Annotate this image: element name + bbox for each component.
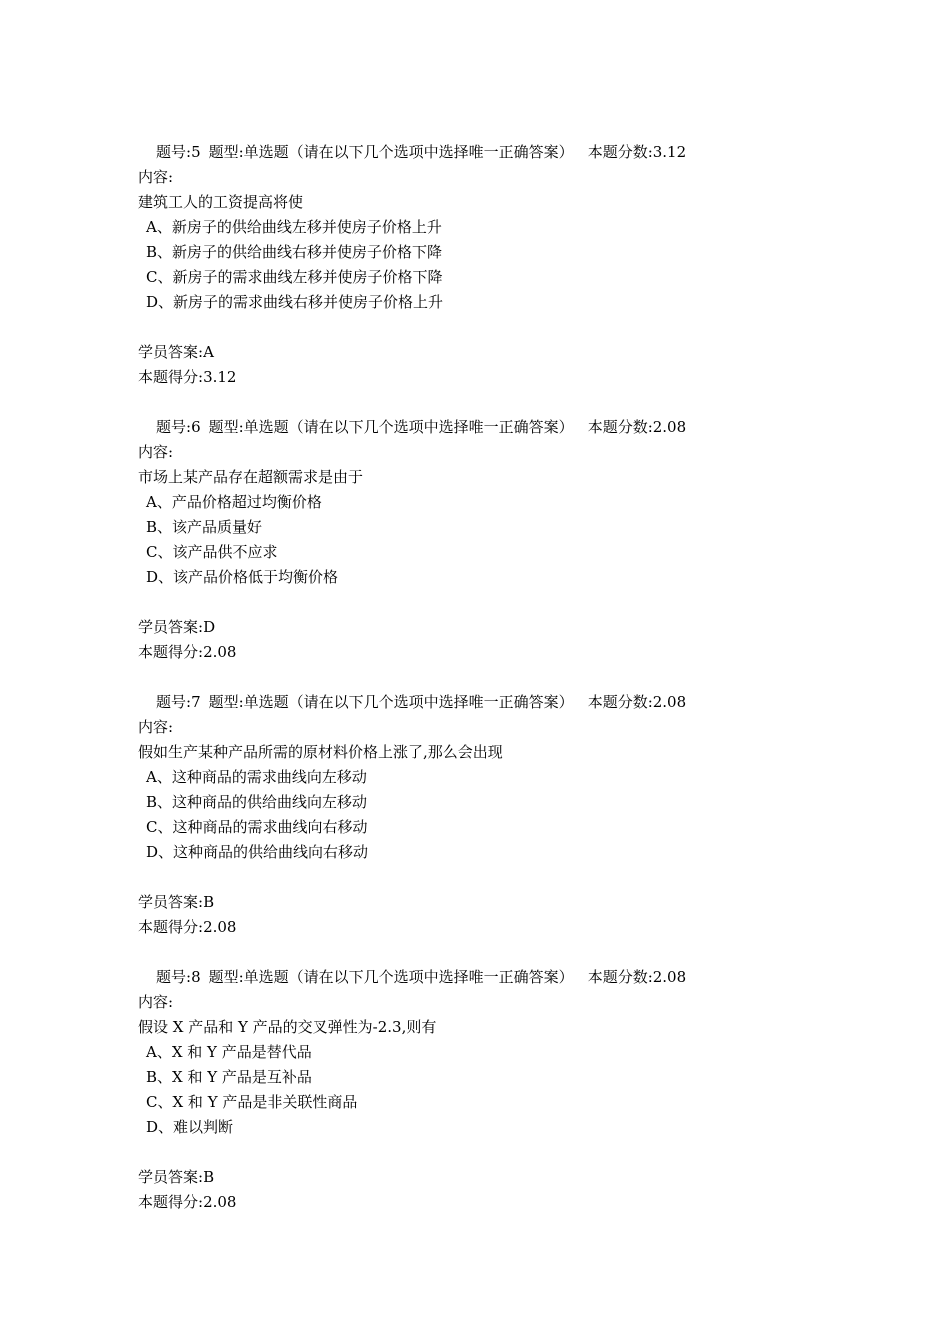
student-answer (138, 615, 838, 640)
student-answer-value: D (203, 618, 216, 636)
student-answer (138, 340, 838, 365)
spacer (138, 1140, 838, 1165)
student-answer (138, 1165, 838, 1190)
option-c: C、新房子的需求曲线左移并使房子价格下降 (146, 268, 443, 286)
option-b: B、X 和 Y 产品是互补品 (146, 1068, 312, 1086)
earned-score-value: 2.08 (203, 918, 237, 936)
student-answer-value: B (203, 1168, 215, 1186)
option-b: B、该产品质量好 (146, 518, 263, 536)
option-a: A、X 和 Y 产品是替代品 (146, 1043, 312, 1061)
earned-score-value: 3.12 (203, 368, 237, 386)
question-score-label: 本题分数: (587, 968, 653, 986)
question-block (138, 415, 838, 665)
question-type-label: 题型: (208, 418, 244, 436)
option-c: C、X 和 Y 产品是非关联性商品 (146, 1093, 358, 1111)
student-answer-value: A (203, 343, 214, 361)
question-stem: 建筑工人的工资提高将使 (138, 193, 304, 211)
question-block (138, 690, 838, 940)
option-c: C、这种商品的需求曲线向右移动 (146, 818, 368, 836)
question-type-label: 题型: (208, 143, 244, 161)
student-answer-label: 学员答案: (138, 1168, 204, 1186)
earned-score (138, 640, 838, 665)
question-stem: 假设 X 产品和 Y 产品的交叉弹性为-2.3,则有 (138, 1018, 437, 1036)
option-b: B、这种商品的供给曲线向左移动 (146, 793, 368, 811)
earned-score-label: 本题得分: (138, 368, 204, 386)
question-type: 单选题（请在以下几个选项中选择唯一正确答案） (243, 143, 574, 161)
question-type-label: 题型: (208, 693, 244, 711)
spacer (138, 315, 838, 340)
question-number: 5 (191, 143, 201, 161)
option-a: A、这种商品的需求曲线向左移动 (146, 768, 367, 786)
content-label: 内容: (138, 993, 174, 1011)
question-number: 6 (191, 418, 201, 436)
earned-score (138, 915, 838, 940)
earned-score (138, 1190, 838, 1215)
student-answer-label: 学员答案: (138, 893, 204, 911)
question-number-label: 题号: (156, 418, 192, 436)
question-number-label: 题号: (156, 968, 192, 986)
question-block (138, 965, 838, 1215)
question-header (138, 965, 838, 990)
earned-score-value: 2.08 (203, 1193, 237, 1211)
earned-score (138, 365, 838, 390)
option-d: D、这种商品的供给曲线向右移动 (146, 843, 369, 861)
spacer (138, 590, 838, 615)
option-d: D、该产品价格低于均衡价格 (146, 568, 339, 586)
option-b: B、新房子的供给曲线右移并使房子价格下降 (146, 243, 443, 261)
question-type: 单选题（请在以下几个选项中选择唯一正确答案） (243, 968, 574, 986)
question-block (138, 140, 838, 390)
question-list (138, 140, 838, 1240)
question-header (138, 690, 838, 715)
question-header (138, 415, 838, 440)
earned-score-label: 本题得分: (138, 643, 204, 661)
earned-score-value: 2.08 (203, 643, 237, 661)
option-a: A、新房子的供给曲线左移并使房子价格上升 (146, 218, 442, 236)
student-answer-value: B (203, 893, 215, 911)
question-score-label: 本题分数: (587, 418, 653, 436)
question-number-label: 题号: (156, 693, 192, 711)
question-score: 2.08 (652, 418, 687, 436)
spacer (138, 865, 838, 890)
question-number: 8 (191, 968, 201, 986)
question-score: 2.08 (652, 968, 687, 986)
question-stem: 市场上某产品存在超额需求是由于 (138, 468, 364, 486)
question-stem: 假如生产某种产品所需的原材料价格上涨了,那么会出现 (138, 743, 503, 761)
question-type: 单选题（请在以下几个选项中选择唯一正确答案） (243, 693, 574, 711)
question-score-label: 本题分数: (587, 693, 653, 711)
content-label: 内容: (138, 168, 174, 186)
student-answer (138, 890, 838, 915)
content-label: 内容: (138, 443, 174, 461)
question-number: 7 (191, 693, 201, 711)
question-type-label: 题型: (208, 968, 244, 986)
question-score-label: 本题分数: (587, 143, 653, 161)
option-d: D、难以判断 (146, 1118, 234, 1136)
option-d: D、新房子的需求曲线右移并使房子价格上升 (146, 293, 444, 311)
earned-score-label: 本题得分: (138, 918, 204, 936)
option-c: C、该产品供不应求 (146, 543, 278, 561)
question-score: 2.08 (652, 693, 687, 711)
student-answer-label: 学员答案: (138, 618, 204, 636)
question-score: 3.12 (652, 143, 687, 161)
question-header (138, 140, 838, 165)
content-label: 内容: (138, 718, 174, 736)
earned-score-label: 本题得分: (138, 1193, 204, 1211)
question-type: 单选题（请在以下几个选项中选择唯一正确答案） (243, 418, 574, 436)
option-a: A、产品价格超过均衡价格 (146, 493, 322, 511)
student-answer-label: 学员答案: (138, 343, 204, 361)
question-number-label: 题号: (156, 143, 192, 161)
